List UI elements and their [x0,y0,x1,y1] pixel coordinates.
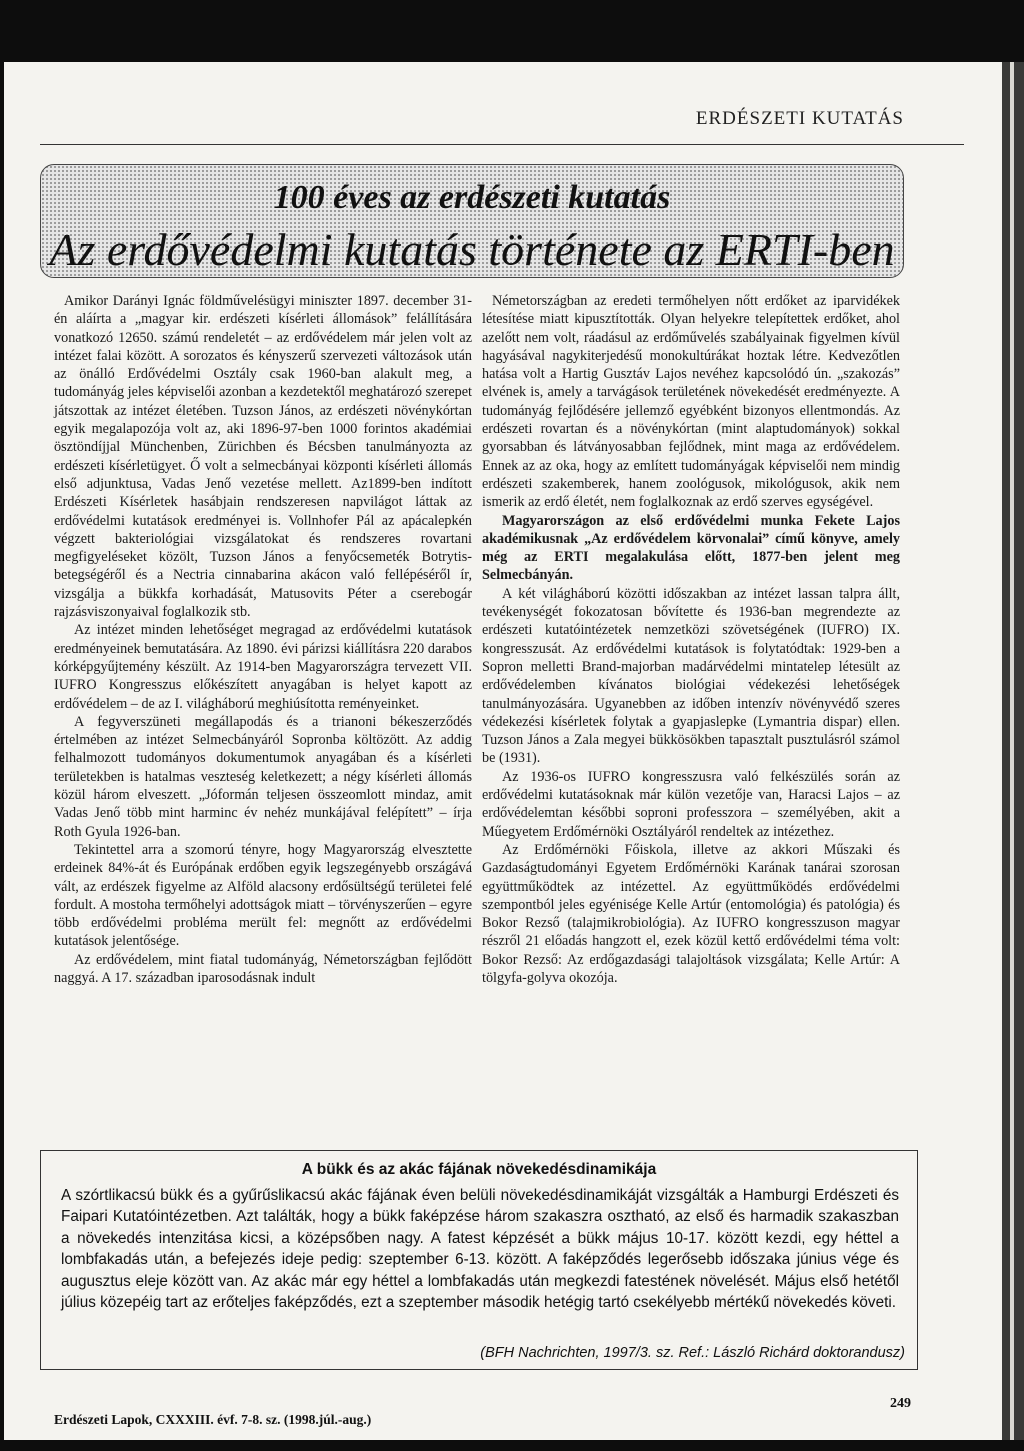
right-column [482,292,900,987]
paragraph: Az 1936-os IUFRO kongresszusra való felkészülés során az erdővédelmi kutatásoknak már külön vezetője van, Haracsi Lajos – az erdővédelemtan későbbi soproni professzora – személyében, akit a Műegyetem Erdőmérnöki Osztályáról rendeltek az intézethez. [482,768,900,840]
banner-subtitle: 100 éves az erdészeti kutatás [273,179,671,216]
banner-title: Az erdővédelmi kutatás története az ERTI-ben [49,224,895,275]
running-header: ERDÉSZETI KUTATÁS [695,108,904,129]
paragraph: Németországban az eredeti termőhelyen nőtt erdőket az iparvidékek létesítése miatt kipusztították. Olyan helyekre telepítettek erdőket, ahol azelőtt nem volt, ráadásul az erdőművelés szabályainak figyelmen kívül hagyásával nagykiterjedésű monokultúrákat hoztak létre. Kedvezőtlen hatása volt a Hartig Gusztáv Lajos nevéhez kapcsolódó ún. „szakozás” elvének is, amely a tarvágások területének növekedését eredményezte. A tudományág fejlődésére jellemző egyébként bizonyos ellentmondás. Az erdészeti rovartan és a növénykórtan (mint alaptudományok) sokkal gyorsabban és látványosabban fejlődnek, mint maga az erdővédelem. Ennek az az oka, hogy az említett tudományágak képviselői nem mindig erdészeti szakemberek, hanem zoológusok, mikológusok, akik nem ismerik az erdő életét, nem foglalkoznak az erdő szerves egységével. [482,293,900,511]
paragraph: Tekintettel arra a szomorú tényre, hogy Magyarország elvesztette erdeinek 84%-át és Európának erdőben egyik legszegényebb országává vált, az erdészek figyelme az Alföld alacsony erdősültségű területei felé fordult. A mostoha termőhelyi adottságok miatt – törvényszerűen – egyre több erdővédelmi probléma merült fel: megnőtt az erdővédelmi kutatások jelentősége. [54,841,472,950]
binding-highlight [1010,62,1014,1440]
info-box [40,1150,918,1370]
left-column [54,292,472,987]
info-box-source: (BFH Nachrichten, 1997/3. sz. Ref.: László Richárd doktorandusz) [480,1345,905,1361]
paragraph: Amikor Darányi Ignác földművelésügyi miniszter 1897. december 31-én aláírta a „magyar kir. erdészeti kísérleti állomások” felállítására vonatkozó 12650. számú rendeletét – az erdővédelem már jelen volt az intézet falai között. A sorozatos és kényszerű szervezeti változások után az önálló Erdővédelmi Osztály csak 1960-ban alakult meg, a tudományág jeles képviselői azonban a kezdetektől meghatározó szerepet játszottak az intézet életében. Tuzson János, az erdészeti növénykórtan egyik megalapozója volt az, aki 1896-97-ben 1000 forintos akadémiai ösztöndíjjal Münchenben, Zürichben és Bécsben tanulmányozta az erdészeti kísérletügyet. Ő volt a selmecbányai központi kísérleti állomás első adjunktusa, Vadas Jenő vezetése mellett. Az1899-ben indított Erdészeti Kísérletek hasábjain rendszeresen napvilágot láttak az erdővédelmi kutatások eredményei is. Vollnhofer Pál az apácalepkén végzett bakteriológiai vizsgálatokat és rendszeres rovartani megfigyeléseket közölt, Tuzson János a fenyőcsemeték Botrytis-betegségéről és a Nectria cinnabarina akácon való fellépéséről ír, vizsgálja a bükkfa korhadását, Matusovits Péter a cserebogár rajzásviszonyaival foglalkozik stb. [54,293,472,621]
journal-footer: Erdészeti Lapok, CXXXIII. évf. 7-8. sz. (1998.júl.-aug.) [54,1412,372,1427]
paragraph: Az Erdőmérnöki Főiskola, illetve az akkori Műszaki és Gazdaságtudományi Egyetem Erdőmérnöki Karának tanárai szorosan együttműködtek az intézettel. Az együttműködés erdővédelmi szempontból jeles egyénisége Kelle Artúr (entomológia) és patológia) és Bokor Rezső (talajmikrobiológia). Az IUFRO kongresszuson magyar részről 21 előadás hangzott el, ezek közül kettő erdővédelmi téma volt: Bokor Rezső: Az erdőgazdasági talajoltások vizsgálata; Kelle Artúr: A tölgyfa-golyva okozója. [482,841,900,986]
page-number: 249 [890,1396,911,1411]
paragraph: A fegyverszüneti megállapodás és a trianoni békeszerződés értelmében az intézet Selmecbányáról Sopronba költözött. Az addig felhalmozott tudományos dokumentumok anyagában és a kísérleti területekben is hatalmas veszteség keletkezett; a négy kísérleti állomás közül három elveszett. „Jóformán teljesen összeomlott mindaz, amit Vadas Jenő több mint harminc év nehéz munkájával felépített” – írja Roth Gyula 1926-ban. [54,713,472,840]
paragraph: A két világháború közötti időszakban az intézet lassan talpra állt, tevékenységét fokozatosan bővítette és 1936-ban megrendezte az erdészeti kutatóintézetek nemzetközi szövetségének (IUFRO) IX. kongresszusát. Az erdővédelmi kutatások is folytatódtak: 1929-ben a Sopron melletti Brand-majorban madárvédelmi mintatelep létesült az erdővédelemben kívánatos biológiai védekezési lehetőségek tanulmányozására. Ugyanebben az időben intenzív növényvédő szeres védekezési kísérletek folytak a gyapjaslepke (Lymantria dispar) ellen. Tuzson János a Zala megyei bükkösökben tapasztalt pusztulásról számol be (1931). [482,585,900,767]
header-rule [40,144,964,145]
info-box-body: A szórtlikacsú bükk és a gyűrűslikacsú akác fájának éven belüli növekedésdinamikáját vizsgálták a Hamburgi Erdészeti és Faipari Kutatóintézetben. Azt találták, hogy a bükk faképzése három szakaszra osztható, az első és harmadik szakaszban a növekedés intenzitása kicsi, a középsőben nagy. A fatest képzését a bükk május 10-17. között kezdi, egy héttel a lombfakadás után, a befejezés ideje pedig: szeptember 6-13. között. A faképződés legerősebb időszaka június vége és augusztus eleje között van. Az akác már egy héttel a lombfakadás után megkezdi fatestének növelését. Május első hetétől július közepéig tart az erőteljes faképződés, ezt a szeptember második hetégig tartó csekélyebb mértékű növekedés követi. [61,1187,899,1312]
info-box-title: A bükk és az akác fájának növekedésdinamikája [301,1161,657,1178]
highlight-paragraph: Magyarországon az első erdővédelmi munka Fekete Lajos akadémikusnak „Az erdővédelem körvonalai” című könyve, amely még az ERTI megalakulása előtt, 1877-ben jelent meg Selmecbányán. [482,512,900,584]
title-banner [40,164,904,278]
paragraph: Az intézet minden lehetőséget megragad az erdővédelmi kutatások eredményeinek bemutatására. Az 1890. évi párizsi kiállításra 220 darabos kórképgyűjtemény készült. Az 1914-ben Magyarországra tervezett VII. IUFRO Kongresszus előkészített anyagában is helyet kapott az erdővédelem – de az I. világháború meghiúsította reményeinket. [54,622,472,712]
paragraph: Az erdővédelem, mint fiatal tudományág, Németországban fejlődött naggyá. A 17. században iparosodásnak indult [54,951,472,986]
